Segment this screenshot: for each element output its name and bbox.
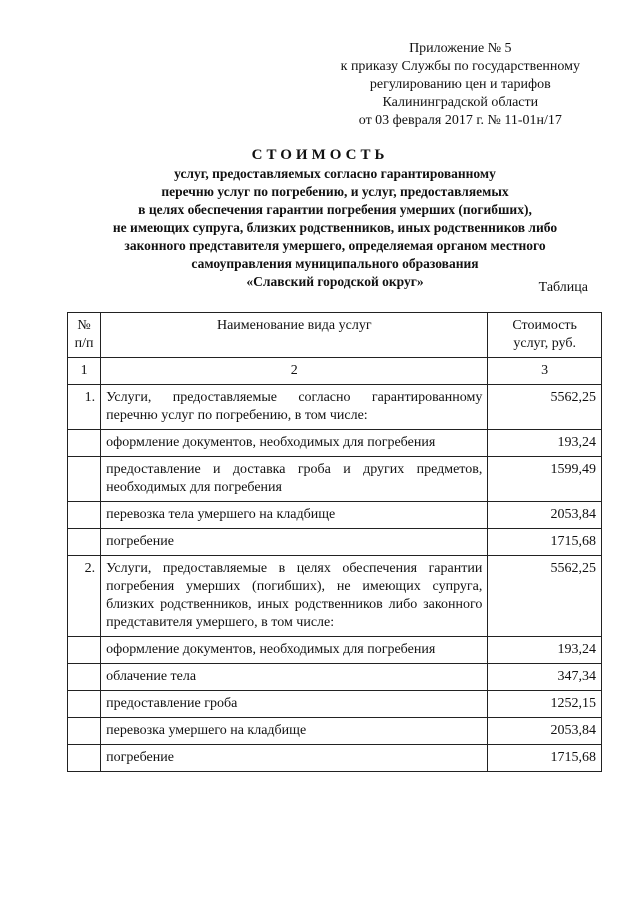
subtitle-line: в целях обеспечения гарантии погребения умерших (погибших),: [138, 202, 532, 217]
header-cost: Стоимость услуг, руб.: [488, 313, 602, 358]
row-cost: 1715,68: [488, 745, 602, 772]
appendix-line: от 03 февраля 2017 г. № 11-01н/17: [358, 113, 562, 128]
table-header-row: [68, 313, 602, 358]
row-num: 2.: [68, 556, 101, 637]
row-num: [68, 718, 101, 745]
row-cost: 1715,68: [488, 529, 602, 556]
table-row: [68, 691, 602, 718]
appendix-block: [341, 40, 580, 130]
appendix-line: регулированию цен и тарифов: [369, 77, 551, 92]
row-num: [68, 502, 101, 529]
row-name: перевозка умершего на кладбище: [101, 718, 488, 745]
subtitle-line: законного представителя умершего, определяемая органом местного: [124, 238, 546, 253]
table-row: [68, 718, 602, 745]
subtitle-line: услуг, предоставляемых согласно гарантированному: [174, 166, 496, 181]
row-name: предоставление и доставка гроба и других предметов, необходимых для погребения: [101, 457, 488, 502]
table-row: [68, 502, 602, 529]
row-cost: 5562,25: [488, 385, 602, 430]
index-cell: 3: [488, 358, 602, 385]
row-num: [68, 529, 101, 556]
row-cost: 347,34: [488, 664, 602, 691]
subtitle-line: перечню услуг по погребению, и услуг, предоставляемых: [161, 184, 509, 199]
table-label: Таблица: [538, 280, 588, 295]
row-num: [68, 691, 101, 718]
row-cost: 2053,84: [488, 502, 602, 529]
document-subtitle: [55, 165, 615, 291]
row-name: Услуги, предоставляемые согласно гарантированному перечню услуг по погребению, в том числе:: [101, 385, 488, 430]
index-cell: 2: [101, 358, 488, 385]
table-row: [68, 430, 602, 457]
row-name: оформление документов, необходимых для погребения: [101, 430, 488, 457]
subtitle-line: «Славский городской округ»: [246, 274, 424, 289]
services-cost-table: [67, 312, 602, 772]
row-num: [68, 664, 101, 691]
table-row: [68, 385, 602, 430]
header-num: № п/п: [68, 313, 101, 358]
row-num: [68, 457, 101, 502]
row-cost: 193,24: [488, 637, 602, 664]
row-name: перевозка тела умершего на кладбище: [101, 502, 488, 529]
row-cost: 1252,15: [488, 691, 602, 718]
row-name: облачение тела: [101, 664, 488, 691]
row-name: погребение: [101, 745, 488, 772]
table-row: [68, 556, 602, 637]
appendix-line: Калининградской области: [382, 95, 539, 110]
appendix-line: к приказу Службы по государственному: [340, 59, 580, 74]
table-row: [68, 457, 602, 502]
row-cost: 1599,49: [488, 457, 602, 502]
row-name: оформление документов, необходимых для погребения: [101, 637, 488, 664]
row-num: [68, 430, 101, 457]
row-num: [68, 745, 101, 772]
row-num: [68, 637, 101, 664]
table-row: [68, 637, 602, 664]
row-cost: 2053,84: [488, 718, 602, 745]
table-row: [68, 529, 602, 556]
table-row: [68, 745, 602, 772]
table-row: [68, 664, 602, 691]
subtitle-line: не имеющих супруга, близких родственников, иных родственников либо: [112, 220, 558, 235]
header-name: Наименование вида услуг: [101, 313, 488, 358]
column-index-row: [68, 358, 602, 385]
row-num: 1.: [68, 385, 101, 430]
row-cost: 193,24: [488, 430, 602, 457]
row-name: Услуги, предоставляемые в целях обеспечения гарантии погребения умерших (погибших), не имеющих супруга, близких родственников, иных родственников либо законного представителя умершего, в том числе:: [101, 556, 488, 637]
row-cost: 5562,25: [488, 556, 602, 637]
appendix-line: Приложение № 5: [409, 41, 512, 56]
document-title: СТОИМОСТЬ: [251, 147, 389, 163]
subtitle-line: самоуправления муниципального образования: [191, 256, 479, 271]
row-name: погребение: [101, 529, 488, 556]
row-name: предоставление гроба: [101, 691, 488, 718]
index-cell: 1: [68, 358, 101, 385]
